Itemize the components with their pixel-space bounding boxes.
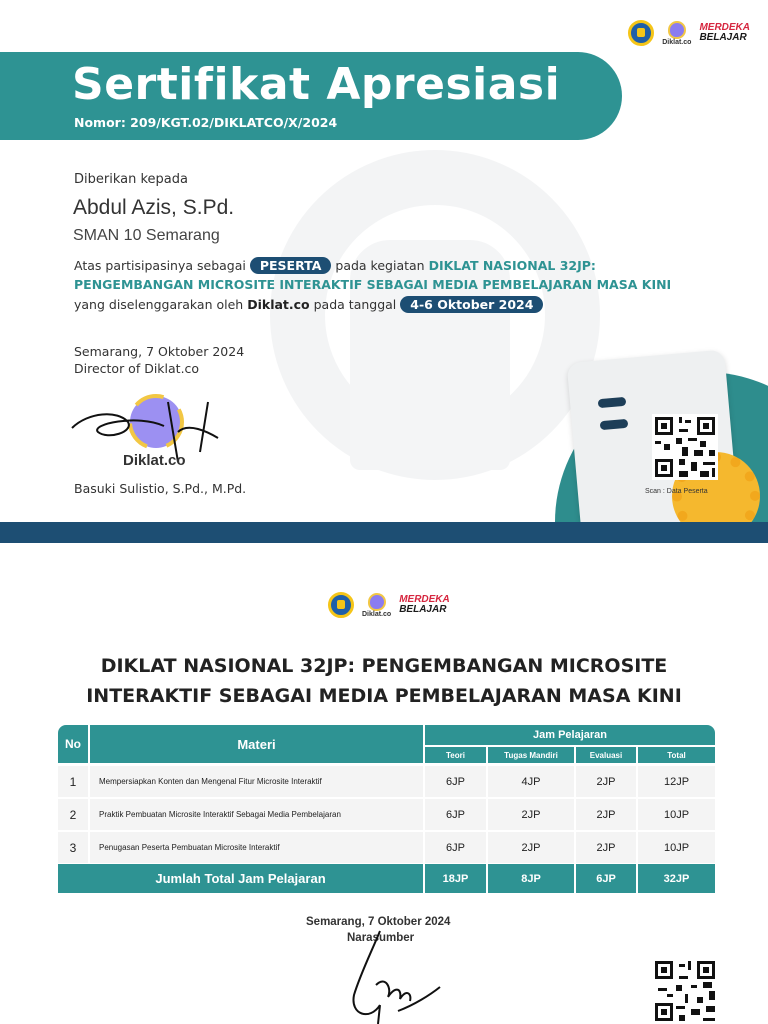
director-title: Director of Diklat.co	[74, 361, 200, 376]
row-no: 1	[58, 766, 88, 797]
table-header	[58, 725, 715, 763]
row-tugas: 4JP	[488, 766, 574, 797]
schedule-logos	[328, 592, 450, 618]
participation-prefix: Atas partisipasinya sebagai	[74, 258, 246, 273]
row-teori: 6JP	[425, 832, 486, 863]
column-header-no: No	[58, 725, 88, 763]
total-label: Jumlah Total Jam Pelajaran	[58, 864, 423, 893]
issue-place-date: Semarang, 7 Oktober 2024	[74, 344, 245, 359]
organizer-name: Diklat.co	[247, 297, 310, 312]
participation-line-1	[74, 257, 596, 274]
row-no: 2	[58, 799, 88, 830]
certificate-title: Sertifikat Apresiasi	[72, 59, 561, 110]
row-evaluasi: 2JP	[576, 799, 636, 830]
diklat-mark-icon	[668, 21, 686, 39]
signer-role: Narasumber	[347, 932, 415, 944]
narasumber-signature	[340, 925, 460, 1024]
participation-line-2	[74, 277, 671, 292]
qr-code-icon[interactable]	[652, 414, 718, 480]
row-tugas: 2JP	[488, 799, 574, 830]
row-total: 12JP	[638, 766, 715, 797]
column-header-tugas: Tugas Mandiri	[488, 747, 574, 763]
column-header-materi: Materi	[90, 725, 423, 763]
scan-label: Scan : Data Peserta	[645, 488, 708, 495]
table-row	[58, 832, 715, 863]
row-total: 10JP	[638, 799, 715, 830]
total-teori: 18JP	[425, 864, 486, 893]
column-header-total: Total	[638, 747, 715, 763]
schedule-place-date: Semarang, 7 Oktober 2024	[306, 916, 451, 928]
director-name: Basuki Sulistio, S.Pd., M.Pd.	[74, 481, 247, 496]
event-name-part1: DIKLAT NASIONAL 32JP:	[428, 258, 596, 273]
table-row	[58, 799, 715, 830]
merdeka-belajar-logo	[699, 23, 750, 43]
participation-mid: pada kegiatan	[335, 258, 425, 273]
kemendikbud-logo-icon	[628, 20, 654, 46]
diklat-mark-icon	[368, 593, 386, 611]
header-logos	[628, 20, 750, 46]
row-materi: Penugasan Peserta Pembuatan Microsite Interaktif	[90, 832, 423, 863]
signature-logo-text: Diklat.co	[123, 452, 186, 469]
row-teori: 6JP	[425, 766, 486, 797]
participation-line-3	[74, 296, 543, 313]
qr-code-icon[interactable]	[651, 958, 719, 1024]
column-header-evaluasi: Evaluasi	[576, 747, 636, 763]
column-header-teori: Teori	[425, 747, 486, 763]
row-evaluasi: 2JP	[576, 766, 636, 797]
diklat-logo-text: Diklat.co	[362, 610, 392, 618]
belajar-text: BELAJAR	[399, 604, 447, 615]
diklat-logo	[362, 593, 391, 618]
row-total: 10JP	[638, 832, 715, 863]
diklat-logo	[662, 21, 691, 46]
row-tugas: 2JP	[488, 832, 574, 863]
given-to-label: Diberikan kepada	[74, 172, 188, 187]
total-row	[58, 864, 715, 893]
total-tugas: 8JP	[488, 864, 574, 893]
schedule-table	[58, 725, 715, 886]
diklat-logo-text: Diklat.co	[662, 38, 692, 46]
event-name-part2: PENGEMBANGAN MICROSITE INTERAKTIF SEBAGAI MEDIA PEMBELAJARAN MASA KINI	[74, 277, 672, 292]
organizer-prefix: yang diselenggarakan oleh	[74, 297, 244, 312]
row-no: 3	[58, 832, 88, 863]
merdeka-belajar-logo	[399, 595, 450, 615]
row-teori: 6JP	[425, 799, 486, 830]
watermark-shape	[350, 240, 510, 470]
total-total: 32JP	[638, 864, 715, 893]
merdeka-text: MERDEKA	[399, 594, 450, 605]
recipient-name: Abdul Azis, S.Pd.	[73, 196, 235, 219]
merdeka-text: MERDEKA	[699, 22, 750, 33]
date-prefix: pada tanggal	[313, 297, 397, 312]
certificate-number: Nomor: 209/KGT.02/DIKLATCO/X/2024	[74, 115, 338, 130]
event-date-badge: 4-6 Oktober 2024	[400, 296, 543, 313]
total-evaluasi: 6JP	[576, 864, 636, 893]
footer-bar	[0, 522, 768, 543]
schedule-title-line-2: INTERAKTIF SEBAGAI MEDIA PEMBELAJARAN MASA KINI	[86, 685, 682, 707]
kemendikbud-logo-icon	[328, 592, 354, 618]
belajar-text: BELAJAR	[699, 32, 747, 43]
row-materi: Praktik Pembuatan Microsite Interaktif Sebagai Media Pembelajaran	[90, 799, 423, 830]
director-signature	[68, 392, 238, 472]
column-header-jam: Jam Pelajaran	[425, 725, 715, 745]
schedule-title-line-1: DIKLAT NASIONAL 32JP: PENGEMBANGAN MICROSITE	[100, 655, 668, 677]
table-row	[58, 766, 715, 797]
row-materi: Mempersiapkan Konten dan Mengenal Fitur Microsite Interaktif	[90, 766, 423, 797]
row-evaluasi: 2JP	[576, 832, 636, 863]
recipient-school: SMAN 10 Semarang	[73, 227, 220, 244]
role-badge: PESERTA	[250, 257, 332, 274]
